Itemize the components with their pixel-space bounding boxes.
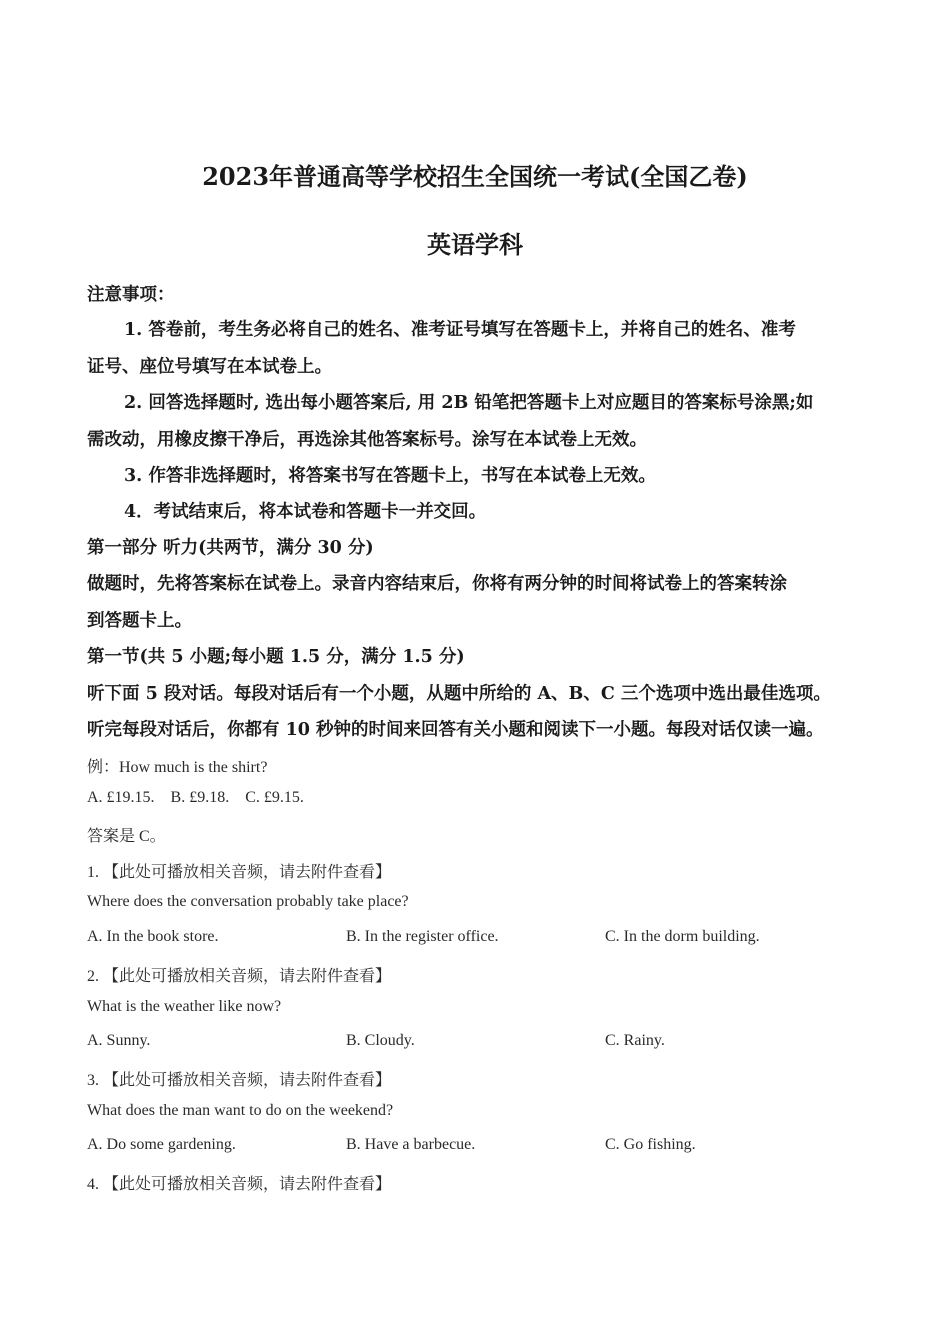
- option-a: A. Sunny.: [87, 1032, 151, 1049]
- option-c: C. In the dorm building.: [605, 928, 760, 945]
- section1-instruction-line-1: 听下面 5 段对话。每段对话后有一个小题，从题中所给的 A、B、C 三个选项中选出最佳选项。: [87, 684, 831, 704]
- example-options: A. £19.15. B. £9.18. C. £9.15.: [87, 789, 304, 806]
- part1-heading: 第一部分 听力(共两节，满分 30 分): [87, 538, 374, 558]
- example-answer: 答案是 C。: [87, 828, 166, 845]
- option-c: C. Rainy.: [605, 1032, 665, 1049]
- exam-title: 2023年普通高等学校招生全国统一考试(全国乙卷): [202, 162, 748, 191]
- question-text: Where does the conversation probably take place?: [87, 893, 409, 910]
- notice-item-2-line-1: 2. 回答选择题时, 选出每小题答案后, 用 2B 铅笔把答题卡上对应题目的答案标号涂黑;如: [124, 393, 814, 413]
- audio-marker[interactable]: 4. 【此处可播放相关音频，请去附件查看】: [87, 1176, 392, 1193]
- option-b: B. In the register office.: [346, 928, 499, 945]
- audio-marker[interactable]: 3. 【此处可播放相关音频，请去附件查看】: [87, 1072, 392, 1089]
- option-b: B. Cloudy.: [346, 1032, 415, 1049]
- exam-subject: 英语学科: [427, 230, 523, 259]
- option-a: A. In the book store.: [87, 928, 219, 945]
- question-text: What is the weather like now?: [87, 998, 282, 1015]
- example-question: 例：How much is the shirt?: [87, 759, 268, 776]
- section1-instruction-line-2: 听完每段对话后，你都有 10 秒钟的时间来回答有关小题和阅读下一小题。每段对话仅读一遍。: [87, 720, 824, 740]
- section1-heading: 第一节(共 5 小题;每小题 1.5 分，满分 1.5 分): [87, 647, 465, 667]
- option-b: B. Have a barbecue.: [346, 1136, 476, 1153]
- part1-instruction-line-1: 做题时，先将答案标在试卷上。录音内容结束后，你将有两分钟的时间将试卷上的答案转涂: [87, 574, 787, 594]
- audio-marker[interactable]: 1. 【此处可播放相关音频，请去附件查看】: [87, 864, 392, 881]
- option-c: C. Go fishing.: [605, 1136, 696, 1153]
- notice-item-4: 4．考试结束后，将本试卷和答题卡一并交回。: [124, 502, 487, 522]
- option-a: A. Do some gardening.: [87, 1136, 236, 1153]
- notice-item-3: 3. 作答非选择题时，将答案书写在答题卡上，书写在本试卷上无效。: [124, 466, 656, 486]
- notice-heading: 注意事项：: [87, 285, 175, 305]
- notice-item-1-line-2: 证号、座位号填写在本试卷上。: [87, 357, 332, 377]
- audio-marker[interactable]: 2. 【此处可播放相关音频，请去附件查看】: [87, 968, 392, 985]
- part1-instruction-line-2: 到答题卡上。: [87, 611, 192, 631]
- notice-item-1-line-1: 1. 答卷前，考生务必将自己的姓名、准考证号填写在答题卡上，并将自己的姓名、准考: [124, 320, 796, 340]
- question-text: What does the man want to do on the weekend?: [87, 1102, 394, 1119]
- notice-item-2-line-2: 需改动，用橡皮擦干净后，再选涂其他答案标号。涂写在本试卷上无效。: [87, 430, 647, 450]
